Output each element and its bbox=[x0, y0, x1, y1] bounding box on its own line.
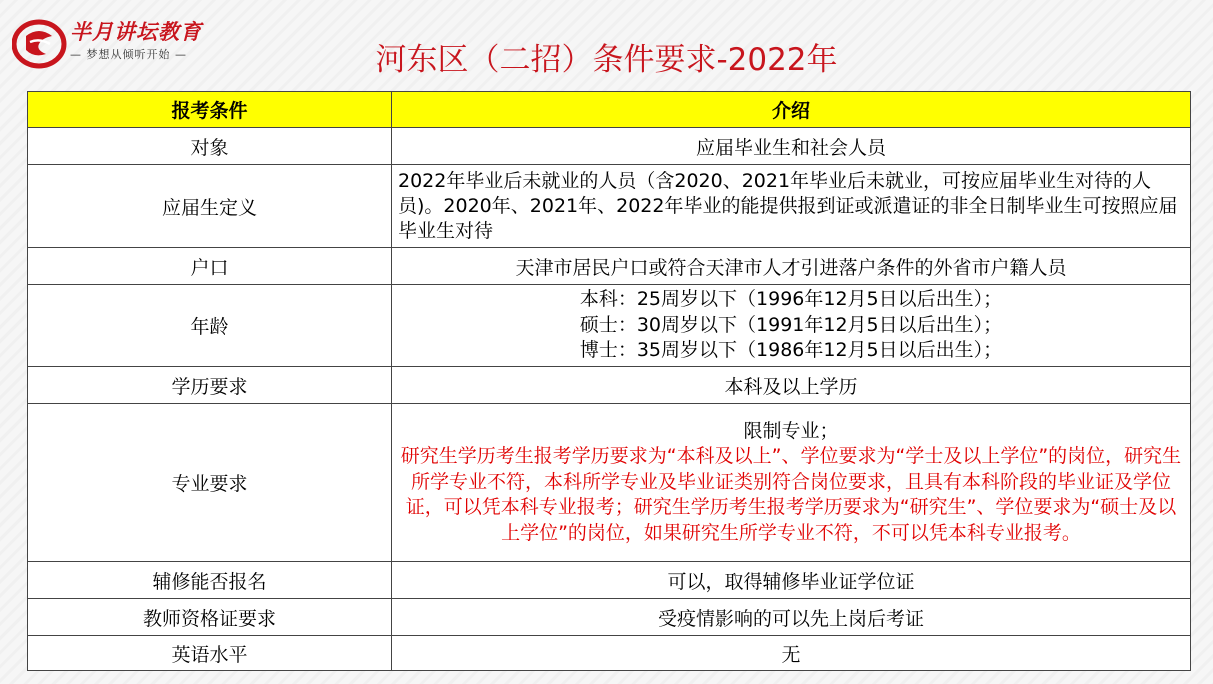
logo-slogan: — 梦想从倾听开始 — bbox=[70, 48, 187, 61]
age-line-master: 硕士：30周岁以下（1991年12月5日以后出生）； bbox=[579, 313, 1003, 336]
table-row bbox=[28, 248, 1191, 285]
table-row bbox=[28, 599, 1191, 636]
table-row bbox=[28, 128, 1191, 165]
table-header-row bbox=[28, 92, 1191, 128]
age-line-bachelor: 本科：25周岁以下（1996年12月5日以后出生）； bbox=[579, 288, 1003, 311]
row-label: 应届生定义 bbox=[28, 165, 392, 248]
logo-name: 半月讲坛教育 bbox=[70, 20, 202, 44]
row-value: 2022年毕业后未就业的人员（含2020、2021年毕业后未就业，可按应届毕业生对待的人员)。2020年、2021年、2022年毕业的能提供报到证或派遣证的非全日制毕业生可按照应届毕业生对待 bbox=[392, 165, 1191, 248]
major-rule-text: 研究生学历考生报考学历要求为“本科及以上”、学位要求为“学士及以上学位”的岗位，研究生所学专业不符，本科所学专业及毕业证类别符合岗位要求，且具有本科阶段的毕业证及学位证，可以凭本科专业报考；研究生学历考生报考学历要求为“研究生”、学位要求为“硕士及以上学位”的岗位，如果研究生所学专业不符，不可以凭本科专业报考。 bbox=[400, 445, 1182, 544]
row-label: 教师资格证要求 bbox=[28, 599, 392, 636]
row-label: 对象 bbox=[28, 128, 392, 165]
table-row bbox=[28, 636, 1191, 671]
row-value: 可以，取得辅修毕业证学位证 bbox=[392, 562, 1191, 599]
row-label: 专业要求 bbox=[28, 404, 392, 562]
table-row bbox=[28, 404, 1191, 562]
row-label: 学历要求 bbox=[28, 367, 392, 404]
requirements-table bbox=[27, 91, 1191, 671]
major-limit-line: 限制专业； bbox=[743, 419, 839, 442]
row-value: 无 bbox=[392, 636, 1191, 671]
row-value bbox=[392, 404, 1191, 562]
table-row bbox=[28, 285, 1191, 367]
table-row bbox=[28, 562, 1191, 599]
row-label: 户口 bbox=[28, 248, 392, 285]
header-description: 介绍 bbox=[392, 92, 1191, 128]
row-value: 天津市居民户口或符合天津市人才引进落户条件的外省市户籍人员 bbox=[392, 248, 1191, 285]
page-title: 河东区（二招）条件要求-2022年 bbox=[375, 42, 838, 78]
table-row bbox=[28, 367, 1191, 404]
age-line-doctor: 博士：35周岁以下（1986年12月5日以后出生）； bbox=[579, 339, 1003, 362]
row-value bbox=[392, 285, 1191, 367]
row-label: 英语水平 bbox=[28, 636, 392, 671]
row-label: 辅修能否报名 bbox=[28, 562, 392, 599]
row-label: 年龄 bbox=[28, 285, 392, 367]
row-value: 应届毕业生和社会人员 bbox=[392, 128, 1191, 165]
header-condition: 报考条件 bbox=[28, 92, 392, 128]
table-row bbox=[28, 165, 1191, 248]
row-value: 本科及以上学历 bbox=[392, 367, 1191, 404]
row-value: 受疫情影响的可以先上岗后考证 bbox=[392, 599, 1191, 636]
